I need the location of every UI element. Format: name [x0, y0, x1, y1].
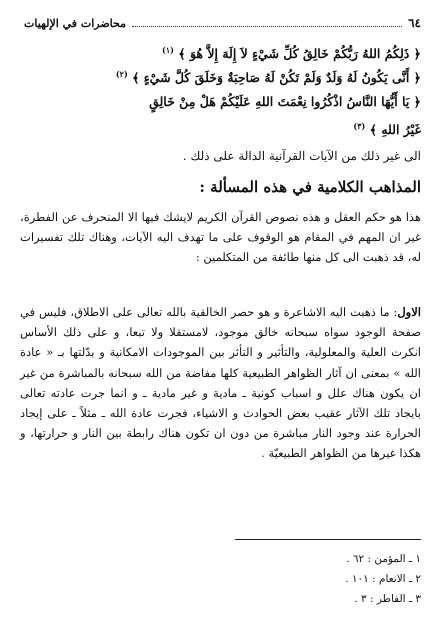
footnote-separator [235, 539, 421, 540]
paragraph-lead: الاول [397, 305, 421, 319]
paragraph-first-view [20, 302, 421, 464]
section-heading: المذاهب الكلامية في هذه المسألة : [199, 178, 421, 196]
quran-verse-1 [20, 40, 421, 64]
footnote-ref: (٢) [115, 69, 128, 79]
footnote-item: ٣ ـ الفاطر : ٣ . [354, 593, 421, 605]
quran-verse-3-continued [20, 116, 421, 140]
footnotes [221, 549, 421, 609]
page-number: ٦٤ [408, 16, 421, 30]
footnote-ref: (١) [162, 45, 174, 55]
verse-text: ﴿ أَنَّى يَكُونُ لَهُ وَلَدٌ وَلَمْ تَكُنْ لَهُ صَاحِبَةٌ وَخَلَقَ كُلَّ شَيْءٍ ﴾ [132, 70, 421, 86]
paragraph-intro: هذا هو حكم العقل و هذه نصوص القرآن الكريم لايشك فيها الا المنحرف عن الفطرة، غير ان المهم في المقام هو الوقوف على ما تهدف اليه الآيات، وهناك تلك تفسيرات له، قد ذهبت الى كل منها طائفة من المتكلمين : [20, 210, 421, 265]
header-dot-leader [132, 26, 402, 27]
verse-text: غَيْرُ اللهِ ﴾ [369, 122, 421, 138]
verses-closing-line: الى غير ذلك من الآيات القرآنية الدالة على ذلك . [182, 149, 421, 163]
running-header [24, 14, 421, 30]
footnote-item: ٢ ـ الانعام : ١٠١ . [345, 573, 421, 585]
paragraph-body: : ما ذهبت اليه الاشاعرة و هو حصر الخالقية بالله تعالى على الاطلاق، فليس في صفحة الوجود سواه سبحانه خالق موجود، لامستقلا ولا تبعا، و على ذلك الأساس انكرت العلية والمعلولية، والتأثير و التأثر بين الموجودات الامكانية و بدّلتها بـ « عادة الله » بمعنى ان آثار الظواهر الطبيعية كلها مفاضة من الله سبحانه بالمباشرة من غير ان يكون هناك علل و اسباب كونية ـ مادية و غير مادية ـ و انما جرت عادته تعالى بايجاد تلك الآثار عقيب بعض الحوادث و الاشياء، فجرت عادة الله ـ مثلاً ـ على إيجاد الحرارة عند وجود النار مباشرة من دون ان تكون هناك رابطة بين النار و حرارتها، و هكذا غيرها من الظواهر الطبيعيّة . [20, 305, 421, 461]
quran-verse-2 [20, 64, 421, 88]
footnote-item: ١ ـ المؤمن : ٦٢ . [346, 553, 421, 565]
running-title: محاضرات في الإلهيات [24, 17, 127, 30]
quran-verse-3 [20, 92, 421, 112]
verse-text: ﴿ ذَلِكُمُ اللهُ رَبُّكُمْ خَالِقُ كُلِّ شَيْءٍ لاَ إِلَهَ إِلاَّ هُوَ ﴾ [178, 46, 421, 62]
verse-text: ﴿ يَا أَيُّهَا النَّاسُ اذْكُرُوا نِعْمَتَ اللهِ عَلَيْكُمْ هَلْ مِنْ خَالِقٍ [149, 94, 421, 109]
footnote-ref: (٣) [353, 121, 366, 131]
